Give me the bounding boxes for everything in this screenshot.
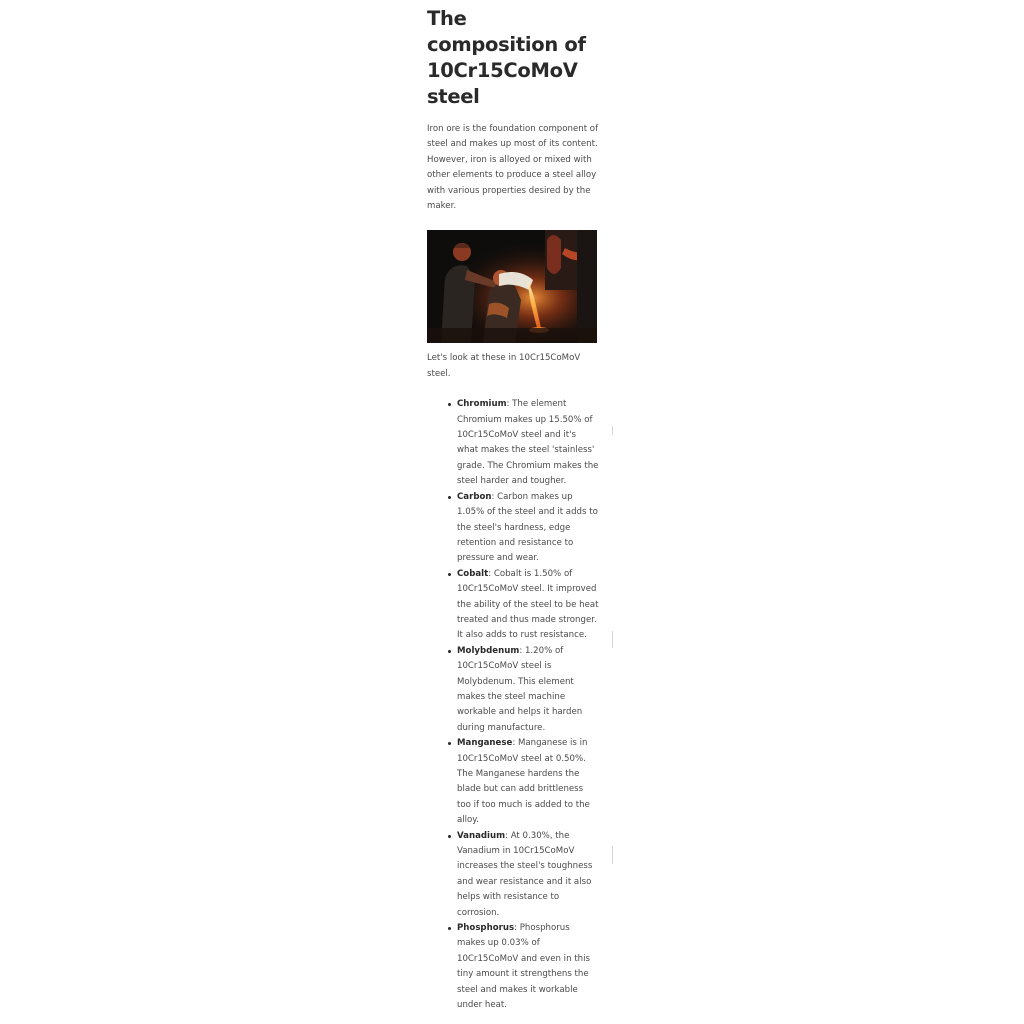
element-description: : Carbon makes up 1.05% of the steel and it adds to the steel's hardness, edge retention and resistance to pressure and wear. xyxy=(457,491,598,564)
list-item-phosphorus xyxy=(457,921,599,1013)
list-item-carbon xyxy=(457,490,599,567)
article xyxy=(427,6,599,1014)
list-item-chromium xyxy=(457,397,599,489)
element-name: Chromium xyxy=(457,399,507,410)
article-title: The composition of 10Cr15CoMoV steel xyxy=(427,7,586,108)
bullet-icon xyxy=(448,403,451,406)
element-name: Manganese xyxy=(457,738,513,749)
article-intro: Iron ore is the foundation component of steel and makes up most of its content. However, iron is alloyed or mixed with other elements to produce a steel alloy with various properties desired by the maker. xyxy=(427,124,599,212)
element-description: : The element Chromium makes up 15.50% of 10Cr15CoMoV steel and it's what makes the steel 'stainless' grade. The Chromium makes the steel harder and tougher. xyxy=(457,399,599,487)
element-name: Carbon xyxy=(457,491,492,502)
foundry-photo-icon xyxy=(427,230,597,343)
bullet-icon xyxy=(448,650,451,653)
bullet-icon xyxy=(448,573,451,576)
element-description: : Phosphorus makes up 0.03% of 10Cr15CoMoV and even in this tiny amount it strengthens the steel and makes it workable under heat. xyxy=(457,923,590,1011)
element-description: : Cobalt is 1.50% of 10Cr15CoMoV steel. It improved the ability of the steel to be heat treated and thus made stronger. It also adds to rust resistance. xyxy=(457,568,599,641)
list-item-vanadium xyxy=(457,829,599,921)
divider-tick xyxy=(612,631,613,648)
list-intro-caption: Let's look at these in 10Cr15CoMoV steel. xyxy=(427,353,581,379)
element-list xyxy=(427,397,599,1013)
divider-tick xyxy=(612,426,613,435)
element-description: : 1.20% of 10Cr15CoMoV steel is Molybdenum. This element makes the steel machine workable and helps it harden during manufacture. xyxy=(457,645,583,733)
element-name: Phosphorus xyxy=(457,923,515,934)
divider-tick xyxy=(612,846,613,864)
list-item-manganese xyxy=(457,736,599,828)
element-description: : At 0.30%, the Vanadium in 10Cr15CoMoV increases the steel's toughness and wear resistance and it also helps with resistance to corrosion. xyxy=(457,830,593,918)
element-description: : Manganese is in 10Cr15CoMoV steel at 0.50%. The Manganese hardens the blade but can add brittleness too if too much is added to the alloy. xyxy=(457,738,590,826)
element-name: Vanadium xyxy=(457,830,506,841)
element-name: Molybdenum xyxy=(457,645,520,656)
bullet-icon xyxy=(448,927,451,930)
list-item-molybdenum xyxy=(457,644,599,736)
list-item-cobalt xyxy=(457,567,599,644)
bullet-icon xyxy=(448,742,451,745)
bullet-icon xyxy=(448,496,451,499)
element-name: Cobalt xyxy=(457,568,489,579)
bullet-icon xyxy=(448,835,451,838)
